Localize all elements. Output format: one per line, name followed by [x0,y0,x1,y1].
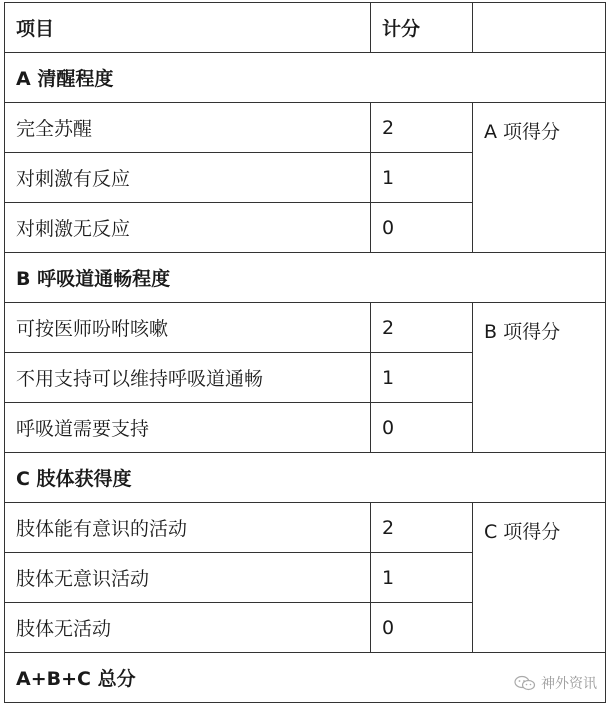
row-item: 可按医师吩咐咳嗽 [5,303,371,353]
row-score: 2 [371,503,473,553]
row-score: 0 [371,203,473,253]
table-row [5,503,606,553]
row-item: 肢体无意识活动 [5,553,371,603]
row-score: 1 [371,153,473,203]
row-score: 0 [371,403,473,453]
table-row [5,103,606,153]
group-score-label: B 项得分 [473,303,606,453]
wechat-icon [514,675,536,691]
table-row [5,303,606,353]
group-score-label: A 项得分 [473,103,606,253]
table-header-row [5,3,606,53]
row-score: 1 [371,353,473,403]
row-score: 0 [371,603,473,653]
section-title-row [5,253,606,303]
row-score: 1 [371,553,473,603]
row-item: 对刺激有反应 [5,153,371,203]
row-score: 2 [371,303,473,353]
score-table [4,2,606,703]
section-title: B 呼吸道通畅程度 [5,253,606,303]
header-empty [473,3,606,53]
row-item: 肢体能有意识的活动 [5,503,371,553]
section-title-row [5,453,606,503]
row-item: 对刺激无反应 [5,203,371,253]
total-label: A+B+C 总分 [5,653,606,703]
row-item: 肢体无活动 [5,603,371,653]
header-item: 项目 [5,3,371,53]
row-item: 呼吸道需要支持 [5,403,371,453]
watermark [514,673,597,693]
row-item: 不用支持可以维持呼吸道通畅 [5,353,371,403]
section-title-row [5,53,606,103]
section-title: C 肢体获得度 [5,453,606,503]
watermark-text: 神外资讯 [541,676,597,692]
row-item: 完全苏醒 [5,103,371,153]
row-score: 2 [371,103,473,153]
section-title: A 清醒程度 [5,53,606,103]
group-score-label: C 项得分 [473,503,606,653]
header-score: 计分 [371,3,473,53]
